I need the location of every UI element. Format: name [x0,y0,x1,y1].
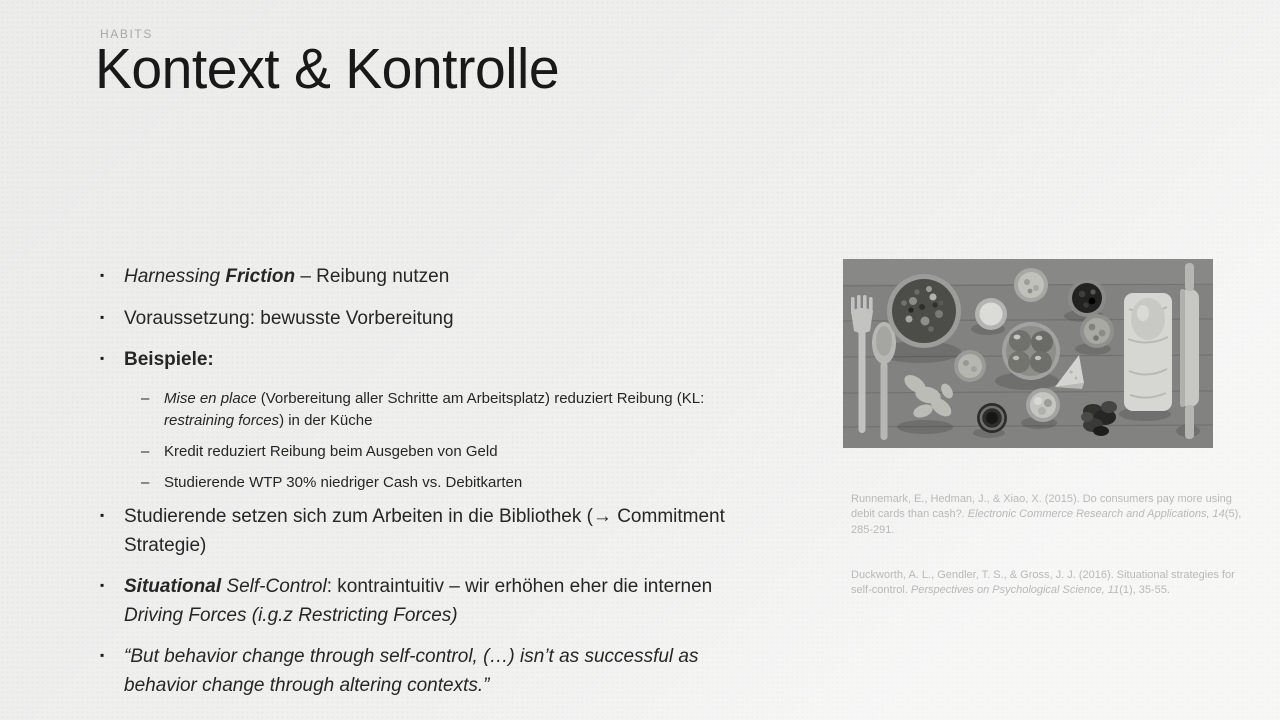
bullet-item [99,573,754,630]
text-segment: “But behavior change through self-control, (…) isn’t as successful as behavior change through altering contexts.” [124,646,699,696]
bullet-marker: – [141,474,150,492]
slide-title: Kontext & Kontrolle [95,37,560,101]
text-segment: Friction [225,266,296,287]
bullet-item [99,503,754,560]
text-segment: Kredit reduziert Reibung beim Ausgeben von Geld [164,442,498,460]
sub-bullet-item [141,472,724,494]
text-segment: Driving Forces (i.g.z Restricting Forces) [124,604,458,626]
bullet-marker: ▪ [100,351,105,365]
text-segment: (Vorbereitung aller Schritte am Arbeitsplatz) reduziert Reibung (KL: [256,389,705,407]
text-segment: Harnessing [124,266,226,287]
text-segment: (1), 35-55. [1119,584,1170,597]
bullet-marker: ▪ [100,508,105,523]
text-segment: Situational [124,576,222,598]
text-segment: Beispiele: [124,349,214,370]
sub-bullet-item [141,388,724,432]
text-segment: ) in der Küche [279,411,373,429]
text-segment: restraining forces [164,411,280,429]
text-segment: Perspectives on Psychological Science, 11 [910,584,1120,597]
citation-duckworth [851,568,1243,599]
text-segment: Studierende setzen sich zum Arbeiten in die Bibliothek (→ Commitment Strategie) [124,506,725,556]
text-segment: Mise en place [164,389,257,407]
text-segment: Electronic Commerce Research and Applications, 14 [967,508,1225,521]
bullet-item [99,643,754,700]
sub-bullet-item [141,441,724,463]
bullet-marker: ▪ [100,309,105,324]
text-segment: : kontraintuitiv – wir erhöhen eher die internen [326,576,713,598]
mise-en-place-photo [843,259,1213,448]
slide-eyebrow: HABITS [100,27,153,41]
text-segment: Duckworth, A. L., Gendler, T. S., & Gross, J. J. (2016). Situational strategies for self-control. [851,569,1235,597]
text-segment: – Reibung nutzen [295,266,450,287]
text-segment: Studierende WTP 30% niedriger Cash vs. Debitkarten [164,474,523,492]
bullet-item [99,346,754,375]
text-segment: (5), 285-291. [851,508,1242,536]
bullet-list [99,263,754,713]
bullet-marker: ▪ [100,578,105,593]
text-segment: Self-Control [221,576,327,598]
bullet-marker: ▪ [100,268,105,282]
bullet-item [99,305,754,334]
bullet-item [99,263,754,292]
citation-runnemark [851,492,1243,538]
text-segment: Runnemark, E., Hedman, J., & Xiao, X. (2015). Do consumers pay more using debit cards than cash?. [851,493,1232,521]
bullet-marker: – [141,389,150,407]
bullet-marker: ▪ [100,648,105,663]
bullet-marker: – [141,442,150,460]
text-segment: Voraussetzung: bewusste Vorbereitung [124,307,454,329]
